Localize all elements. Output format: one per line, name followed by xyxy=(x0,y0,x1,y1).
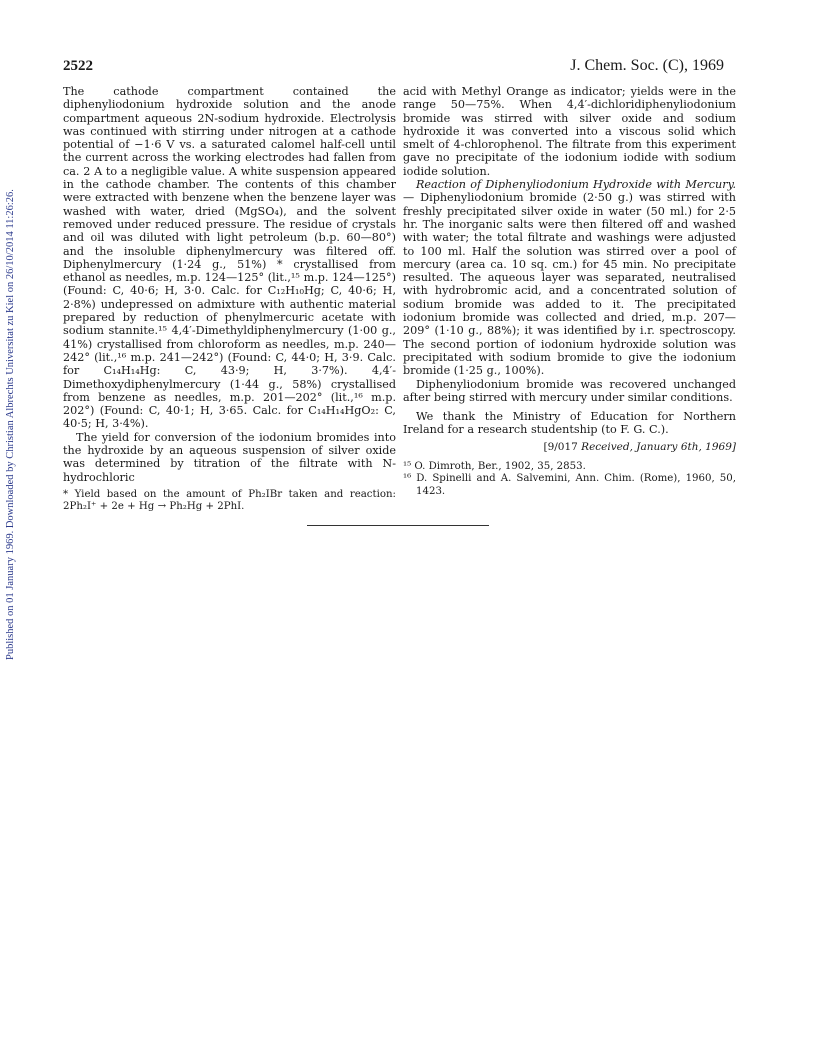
body-paragraph: The cathode compartment contained the diphenyliodonium hydroxide solution and the anode compartment aqueous 2N-sodium hydroxide. Electrolysis was continued with stirring under nitrogen at a cathode potential of −1·6 V vs. a saturated calomel half-cell until the current across the working electrodes had fallen from ca. 2 A to a negligible value. A white suspension appeared in the cathode chamber. The contents of this chamber were extracted with benzene when the benzene layer was washed with water, dried (MgSO₄), and the solvent removed under reduced pressure. The residue of crystals and oil was diluted with light petroleum (b.p. 60—80°) and the insoluble diphenylmercury was filtered off. Diphenylmercury (1·24 g., 51%) * crystallised from ethanol as needles, m.p. 124—125° (lit.,¹⁵ m.p. 124—125°) (Found: C, 40·6; H, 3·0. Calc. for C₁₂H₁₀Hg; C, 40·6; H, 2·8%) undepressed on admixture with authentic material prepared by reduction of phenylmercuric acetate with sodium stannite.¹⁵ 4,4′-Dimethyldiphenylmercury (1·00 g., 41%) crystallised from chloroform as needles, m.p. 240—242° (lit.,¹⁶ m.p. 241—242°) (Found: C, 44·0; H, 3·9. Calc. for C₁₄H₁₄Hg: C, 43·9; H, 3·7%). 4,4′-Dimethoxydiphenylmercury (1·44 g., 58%) crystallised from benzene as needles, m.p. 201—202° (lit.,¹⁶ m.p. 202°) (Found: C, 40·1; H, 3·65. Calc. for C₁₄H₁₄HgO₂: C, 40·5; H, 3·4%). xyxy=(63,85,396,431)
body-paragraph: acid with Methyl Orange as indicator; yields were in the range 50—75%. When 4,4′-dichloridiphenyliodonium bromide was stirred with silver oxide and sodium hydroxide it was converted into a viscous solid which smelt of 4-chlorophenol. The filtrate from this experiment gave no precipitate of the iodonium iodide with sodium iodide solution. xyxy=(403,85,736,178)
reference-item: ¹⁵ O. Dimroth, Ber., 1902, 35, 2853. xyxy=(403,461,586,473)
right-column xyxy=(403,85,736,498)
received-code: [9/017 xyxy=(543,440,578,453)
download-watermark xyxy=(3,0,19,700)
section-heading: Reaction of Diphenyliodonium Hydroxide with Mercury.— xyxy=(403,178,736,205)
journal-header: J. Chem. Soc. (C), 1969 xyxy=(570,57,724,74)
body-paragraph: The yield for conversion of the iodonium bromides into the hydroxide by an aqueous suspension of silver oxide was determined by titration of the filtrate with N-hydrochloric xyxy=(63,430,396,484)
section-paragraph xyxy=(403,178,736,377)
footnote: * Yield based on the amount of Ph₂IBr taken and reaction: 2Ph₂I⁺ + 2e + Hg → Ph₂Hg + 2PhI. xyxy=(63,488,396,513)
references xyxy=(403,461,736,498)
end-rule xyxy=(307,525,489,526)
left-column xyxy=(63,85,396,514)
received-date: Received, January 6th, 1969] xyxy=(581,440,736,453)
reference-item: ¹⁶ D. Spinelli and A. Salvemini, Ann. Chim. (Rome), 1960, 50, 1423. xyxy=(403,473,736,497)
download-notice: Published on 01 January 1969. Downloaded by Christian Albrechts Universitat zu Kiel on 26/10/2014 11:26:26. xyxy=(5,189,16,660)
page-number: 2522 xyxy=(63,58,93,74)
received-line xyxy=(403,441,736,454)
body-paragraph: Diphenyliodonium bromide was recovered unchanged after being stirred with mercury under similar conditions. xyxy=(403,377,736,404)
acknowledgement: We thank the Ministry of Education for Northern Ireland for a research studentship (to F. G. C.). xyxy=(403,410,736,437)
section-text: Diphenyliodonium bromide (2·50 g.) was stirred with freshly precipitated silver oxide in water (50 ml.) for 2·5 hr. The inorganic salts were then filtered off and washed with water; the total filtrate and washings were adjusted to 100 ml. Half the solution was stirred over a pool of mercury (area ca. 10 sq. cm.) for 45 min. No precipitate resulted. The aqueous layer was separated, neutralised with hydrobromic acid, and a concentrated solution of sodium bromide was added to it. The precipitated iodonium bromide was collected and dried, m.p. 207—209° (1·10 g., 88%); it was identified by i.r. spectroscopy. The second portion of iodonium hydroxide solution was precipitated with sodium bromide to give the iodonium bromide (1·25 g., 100%). xyxy=(403,191,736,378)
